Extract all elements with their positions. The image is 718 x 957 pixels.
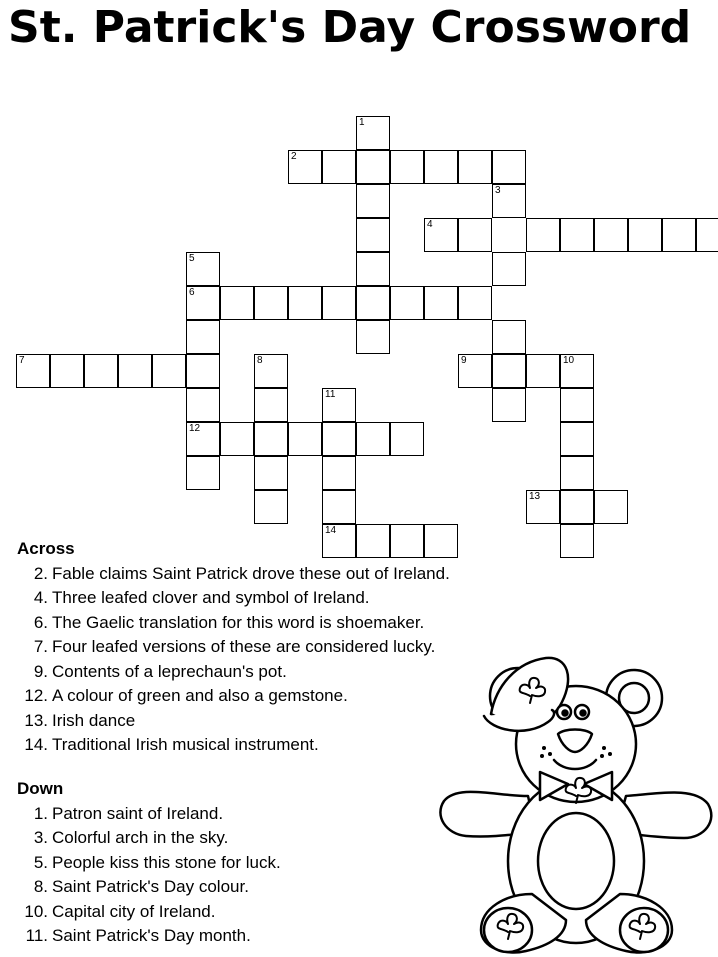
clue-item-number: 8. [33, 877, 48, 896]
grid-cell[interactable] [356, 422, 390, 456]
clue-number: 14 [325, 525, 337, 536]
grid-cell[interactable] [458, 286, 492, 320]
grid-cell[interactable] [390, 150, 424, 184]
grid-cell[interactable] [560, 354, 594, 388]
grid-cell[interactable] [50, 354, 84, 388]
grid-cell[interactable] [594, 218, 628, 252]
clue-item-number: 13. [24, 710, 48, 730]
page-title: St. Patrick's Day Crossword [8, 2, 692, 53]
down-heading: Down [17, 779, 64, 798]
grid-cell[interactable] [492, 388, 526, 422]
clue-item-text: Saint Patrick's Day month. [52, 926, 251, 945]
grid-cell[interactable] [526, 490, 560, 524]
down-clue-list [17, 802, 281, 949]
clue-item-number: 10. [24, 901, 48, 921]
clue-item-text: People kiss this stone for luck. [52, 852, 281, 872]
clue-item [17, 684, 450, 709]
clue-item [17, 611, 450, 636]
grid-cell[interactable] [424, 150, 458, 184]
clue-item-text: A colour of green and also a gemstone. [52, 686, 348, 705]
grid-cell[interactable] [186, 354, 220, 388]
clue-item-text: Capital city of Ireland. [52, 901, 216, 921]
clue-number: 9 [461, 355, 467, 366]
grid-cell[interactable] [424, 286, 458, 320]
bear-belly [538, 813, 614, 909]
grid-cell[interactable] [322, 490, 356, 524]
grid-cell[interactable] [560, 490, 594, 524]
clue-number: 1 [359, 117, 365, 128]
grid-cell[interactable] [526, 218, 560, 252]
grid-cell[interactable] [322, 456, 356, 490]
grid-cell[interactable] [594, 490, 628, 524]
grid-cell[interactable] [356, 116, 390, 150]
grid-cell[interactable] [254, 354, 288, 388]
grid-cell[interactable] [288, 150, 322, 184]
grid-cell[interactable] [560, 456, 594, 490]
clue-item-text: Patron saint of Ireland. [52, 803, 224, 823]
grid-cell[interactable] [186, 456, 220, 490]
clue-item-text: The Gaelic translation for this word is shoemaker. [52, 612, 425, 632]
grid-cell[interactable] [492, 320, 526, 354]
clue-item [17, 733, 450, 758]
grid-cell[interactable] [186, 422, 220, 456]
clue-number: 8 [257, 355, 263, 366]
grid-cell[interactable] [424, 218, 458, 252]
grid-cell[interactable] [254, 490, 288, 524]
clue-number: 3 [495, 185, 501, 196]
clue-item [17, 875, 281, 900]
clue-item-text: Colorful arch in the sky. [52, 828, 229, 847]
grid-cell[interactable] [356, 184, 390, 218]
grid-cell[interactable] [254, 422, 288, 456]
clue-item-number: 11. [25, 926, 48, 945]
grid-cell[interactable] [492, 150, 526, 184]
grid-cell[interactable] [186, 252, 220, 286]
clue-item-number: 9. [33, 661, 48, 681]
grid-cell[interactable] [458, 150, 492, 184]
grid-cell[interactable] [288, 422, 322, 456]
grid-cell[interactable] [254, 286, 288, 320]
clue-number: 10 [563, 355, 575, 366]
grid-cell[interactable] [220, 422, 254, 456]
across-clue-list [17, 562, 450, 758]
grid-cell[interactable] [492, 354, 526, 388]
clue-item [17, 586, 450, 611]
clue-item [17, 924, 281, 949]
grid-cell[interactable] [254, 388, 288, 422]
clue-number: 12 [189, 423, 201, 434]
clue-item-number: 5. [33, 852, 48, 872]
grid-cell[interactable] [322, 150, 356, 184]
clue-item-text: Four leafed versions of these are considered lucky. [52, 637, 436, 656]
clue-item-number: 2. [33, 563, 48, 583]
clue-item [17, 709, 450, 734]
clue-item-number: 4. [33, 588, 48, 607]
grid-cell[interactable] [356, 286, 390, 320]
clue-item-number: 1. [33, 803, 48, 823]
clue-item [17, 900, 281, 925]
grid-cell[interactable] [356, 150, 390, 184]
grid-cell[interactable] [152, 354, 186, 388]
clue-item-number: 14. [24, 735, 48, 754]
grid-cell[interactable] [560, 422, 594, 456]
clue-item [17, 826, 281, 851]
clue-item-text: Contents of a leprechaun's pot. [52, 661, 287, 681]
grid-cell[interactable] [288, 286, 322, 320]
grid-cell[interactable] [458, 218, 492, 252]
grid-cell[interactable] [254, 456, 288, 490]
grid-cell[interactable] [390, 422, 424, 456]
clue-item [17, 562, 450, 587]
clue-item-number: 6. [33, 612, 48, 632]
grid-cell[interactable] [186, 388, 220, 422]
clue-item-text: Traditional Irish musical instrument. [52, 735, 319, 754]
grid-cell[interactable] [220, 286, 254, 320]
grid-cell[interactable] [560, 524, 594, 558]
clue-item-text: Irish dance [52, 710, 136, 730]
grid-cell[interactable] [492, 184, 526, 218]
grid-cell[interactable] [560, 218, 594, 252]
grid-cell[interactable] [492, 252, 526, 286]
clue-number: 13 [529, 491, 541, 502]
across-clues [17, 537, 450, 758]
clue-item-text: Three leafed clover and symbol of Ireland. [52, 588, 370, 607]
down-clues [17, 777, 281, 949]
clue-number: 2 [291, 151, 297, 162]
clue-number: 5 [189, 253, 195, 264]
clue-item-number: 12. [24, 686, 48, 705]
grid-cell[interactable] [696, 218, 718, 252]
grid-cell[interactable] [186, 286, 220, 320]
clue-item-number: 7. [33, 637, 48, 656]
clue-number: 11 [325, 389, 336, 400]
clue-number: 6 [189, 287, 195, 298]
grid-cell[interactable] [322, 388, 356, 422]
grid-cell[interactable] [458, 354, 492, 388]
grid-cell[interactable] [84, 354, 118, 388]
clue-number: 7 [19, 355, 25, 366]
grid-cell[interactable] [186, 320, 220, 354]
grid-cell[interactable] [118, 354, 152, 388]
across-heading: Across [17, 539, 75, 558]
grid-cell[interactable] [356, 218, 390, 252]
clue-item [17, 851, 281, 876]
clue-item-text: Fable claims Saint Patrick drove these out of Ireland. [52, 563, 450, 583]
clue-item-text: Saint Patrick's Day colour. [52, 877, 249, 896]
teddy-bear-illustration [436, 656, 718, 957]
clue-item [17, 802, 281, 827]
grid-cell[interactable] [390, 286, 424, 320]
grid-cell[interactable] [322, 286, 356, 320]
grid-cell[interactable] [526, 354, 560, 388]
grid-cell[interactable] [662, 218, 696, 252]
grid-cell[interactable] [628, 218, 662, 252]
clue-item [17, 635, 450, 660]
grid-cell[interactable] [560, 388, 594, 422]
grid-cell[interactable] [356, 320, 390, 354]
grid-cell[interactable] [16, 354, 50, 388]
grid-cell[interactable] [356, 252, 390, 286]
clue-item [17, 660, 450, 685]
grid-cell[interactable] [322, 422, 356, 456]
clue-number: 4 [427, 219, 433, 230]
clue-item-number: 3. [33, 828, 48, 847]
